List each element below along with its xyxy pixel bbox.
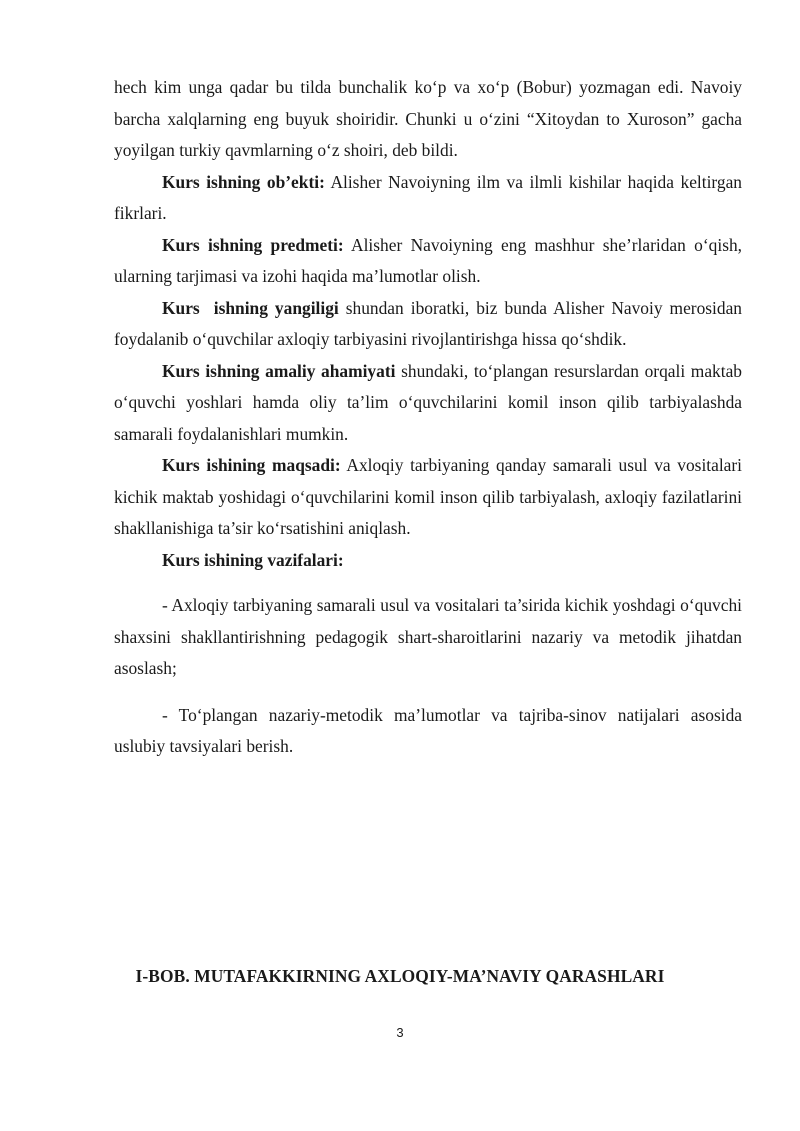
practical-significance-label: Kurs ishning amaliy ahamiyati	[162, 360, 396, 381]
task-list-item: - To‘plangan nazariy-metodik ma’lumotlar va tajriba-sinov natijalari asosida uslubiy tavsiyalari berish.	[114, 704, 742, 756]
practical-significance-text: shundaki, to‘plangan resurslardan orqali maktab o‘quvchi yoshlari hamda oliy ta’lim o‘quvchilarini komil inson qilib tarbiyalashda samarali foydalanishlari mumkin.	[114, 360, 742, 444]
novelty-label: Kurs ishning yangiligi	[162, 297, 339, 318]
chapter-heading: I-BOB. MUTAFAKKIRNING AXLOQIY-MA’NAVIY QARASHLARI	[135, 966, 665, 986]
subject-label: Kurs ishning predmeti:	[162, 234, 344, 255]
object-paragraph	[114, 167, 742, 230]
intro-paragraph: hech kim unga qadar bu tilda bunchalik ko‘p va xo‘p (Bobur) yozmagan edi. Navoiy barcha xalqlarning eng buyuk shoiridir. Chunki u o‘zini “Xitoydan to Xuroson” gacha yoyilgan turkiy qavmlarning o‘z shoiri, deb bildi.	[114, 77, 742, 160]
page-number: 3	[396, 1025, 404, 1040]
tasks-label: Kurs ishining vazifalari:	[162, 549, 344, 570]
goal-label: Kurs ishining maqsadi:	[162, 455, 341, 475]
novelty-paragraph	[114, 293, 742, 356]
tasks-paragraph	[114, 545, 742, 577]
novelty-text: shundan iboratki, biz bunda Alisher Navoiy merosidan foydalanib o‘quvchilar axloqiy tarbiyasini rivojlantirishga hissa qo‘shdik.	[114, 297, 742, 349]
goal-paragraph	[114, 450, 742, 545]
object-label: Kurs ishning ob’ekti:	[162, 171, 325, 192]
object-text: Alisher Navoiyning ilm va ilmli kishilar haqida keltirgan fikrlari.	[114, 171, 742, 223]
subject-paragraph	[114, 230, 742, 293]
task-list-item: - Axloqiy tarbiyaning samarali usul va vositalari ta’sirida kichik yoshdagi o‘quvchi shaxsini shakllantirishning pedagogik shart-sharoitlarini nazariy va metodik jihatdan asoslash;	[114, 595, 742, 678]
practical-significance-paragraph	[114, 356, 742, 451]
goal-text: Axloqiy tarbiyaning qanday samarali usul va vositalari kichik maktab yoshidagi o‘quvchilarini komil inson qilib tarbiyalash, axloqiy fazilatlarini shakllanishiga ta’sir ko‘rsatishini aniqlash.	[114, 455, 743, 538]
subject-text: Alisher Navoiyning eng mashhur she’rlaridan o‘qish, ularning tarjimasi va izohi haqida ma’lumotlar olish.	[114, 234, 743, 286]
body-text	[114, 72, 742, 763]
